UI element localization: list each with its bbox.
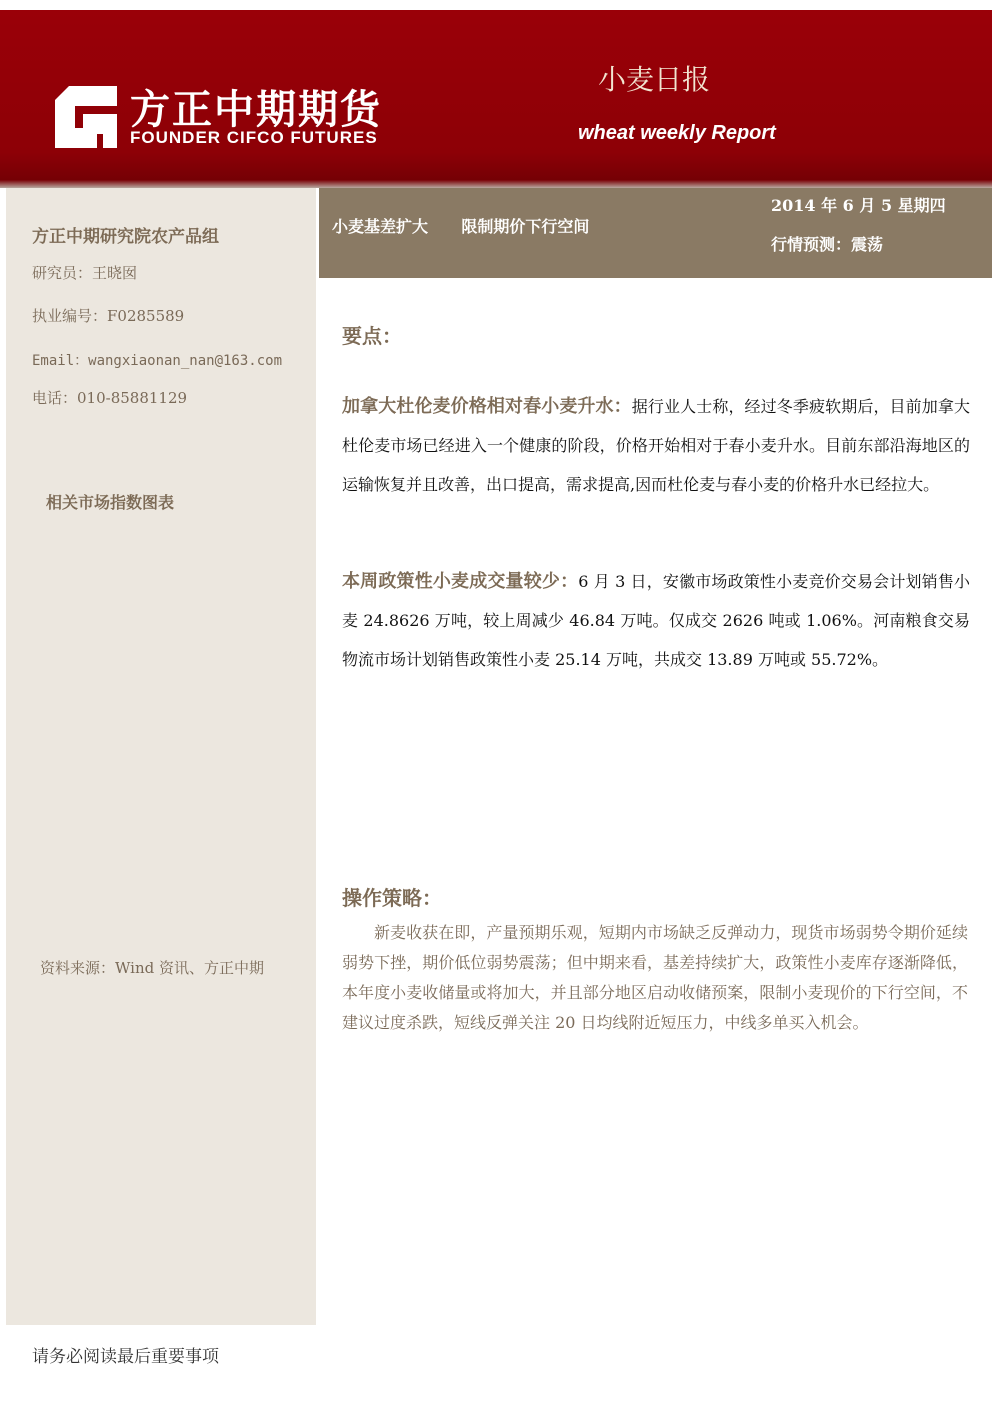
key-point-paragraph (342, 387, 970, 504)
headline-text: 小麦基差扩大 限制期价下行空间 (332, 217, 590, 236)
license-number: 执业编号：F0285589 (32, 307, 185, 325)
strategy-heading: 操作策略： (342, 886, 442, 910)
header-divider (0, 180, 992, 188)
key-point-lead: 加拿大杜伦麦价格相对春小麦升水： (342, 396, 632, 417)
report-date: 2014 年 6 月 5 星期四 (771, 196, 946, 215)
market-forecast: 行情预测：震荡 (771, 235, 884, 254)
key-points-heading: 要点： (342, 324, 402, 348)
report-subtitle: wheat weekly Report (578, 122, 776, 144)
analyst-name: 研究员：王晓囡 (32, 264, 138, 282)
email-address: Email：wangxiaonan_nan@163.com (32, 353, 283, 369)
brand-name-cn: 方正中期期货 (130, 87, 382, 133)
brand-name-en: FOUNDER CIFCO FUTURES (130, 128, 378, 147)
research-group: 方正中期研究院农产品组 (32, 227, 219, 247)
key-point-body: 6 月 3 日，安徽市场政策性小麦竞价交易会计划销售小麦 24.8626 万吨，较上周减少 46.84 万吨。仅成交 2626 吨或 1.06%。河南粮食交易物流市场计划销售政策性小麦 25.14 万吨，共成交 13.89 万吨或 55.72%。 (342, 572, 971, 669)
disclaimer-note: 请务必阅读最后重要事项 (32, 1347, 219, 1367)
key-point-lead: 本周政策性小麦成交量较少： (342, 571, 579, 592)
related-charts-title: 相关市场指数图表 (46, 493, 175, 512)
data-source: 资料来源：Wind 资讯、方正中期 (40, 959, 264, 977)
phone-number: 电话：010-85881129 (32, 389, 188, 407)
founder-logo-icon (55, 86, 117, 148)
report-title: 小麦日报 (598, 63, 711, 96)
strategy-paragraph: 新麦收获在即，产量预期乐观，短期内市场缺乏反弹动力，现货市场弱势令期价延续弱势下挫，期价低位弱势震荡；但中期来看，基差持续扩大，政策性小麦库存逐渐降低，本年度小麦收储量或将加大，并且部分地区启动收储预案，限制小麦现价的下行空间，不建议过度杀跌，短线反弹关注 20 日均线附近短压力，中线多单买入机会。 (342, 923, 968, 1032)
key-point-paragraph (342, 562, 970, 679)
key-point-body: 据行业人士称，经过冬季疲软期后，目前加拿大杜伦麦市场已经进入一个健康的阶段，价格开始相对于春小麦升水。目前东部沿海地区的运输恢复并且改善，出口提高，需求提高,因而杜伦麦与春小麦的价格升水已经拉大。 (342, 397, 970, 494)
